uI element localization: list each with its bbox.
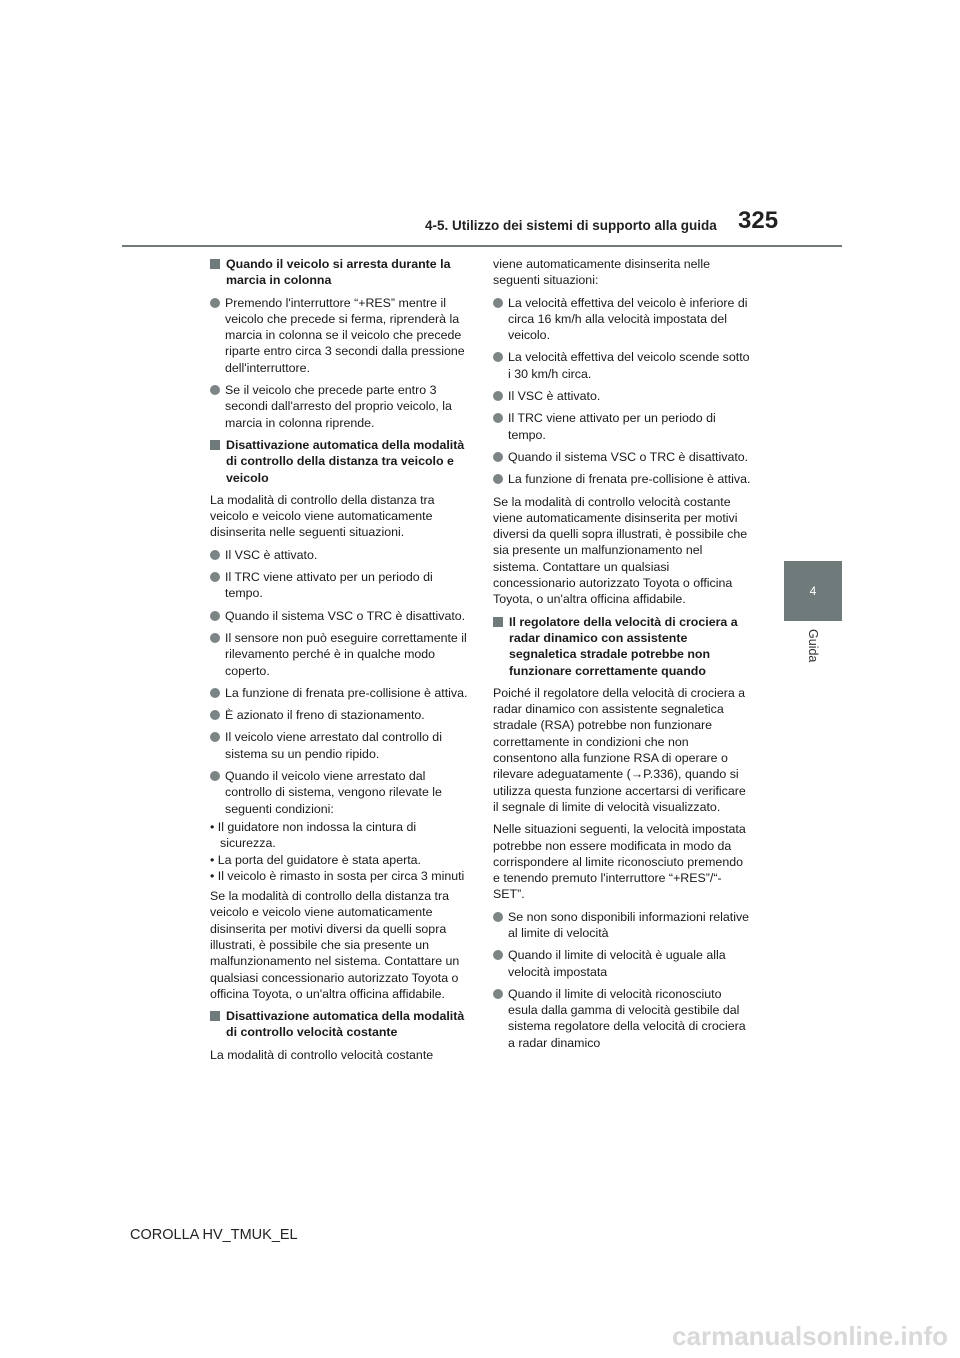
circle-bullet-icon — [210, 771, 220, 781]
list-item: È azionato il freno di stazionamento. — [210, 707, 468, 723]
circle-bullet-icon — [210, 611, 220, 621]
sub-list-item: • La porta del guidatore è stata aperta. — [210, 852, 421, 867]
chapter-number: 4 — [809, 584, 817, 598]
circle-bullet-icon — [493, 950, 503, 960]
paragraph: Nelle situazioni seguenti, la velocità impostata potrebbe non essere modificata in modo da corrispondere al limite riconosciuto premendo e tenendo premuto l'interruttore “+RES”/“-SET”. — [493, 822, 746, 902]
list-item: Se il veicolo che precede parte entro 3 secondi dall'arresto del proprio veicolo, la marcia in colonna riprende. — [210, 382, 468, 431]
list-item: Il VSC è attivato. — [493, 388, 751, 404]
square-bullet-icon — [493, 617, 503, 627]
paragraph: Poiché il regolatore della velocità di crociera a radar dinamico con assistente segnaletica stradale (RSA) potrebbe non funzionare correttamente in condizioni che non consentono alla funzione RSA di operare o rilevare adeguatamente (→P.336), quando si utilizza questa funzione accertarsi di verificare il segnale di limite di velocità visualizzato. — [493, 685, 746, 814]
circle-bullet-icon — [210, 572, 220, 582]
list-item: Quando il sistema VSC o TRC è disattivato. — [210, 608, 468, 624]
section-title: 4-5. Utilizzo dei sistemi di supporto alla guida — [425, 218, 717, 233]
paragraph: viene automaticamente disinserita nelle seguenti situazioni: — [493, 257, 710, 288]
list-item: Quando il sistema VSC o TRC è disattivato. — [493, 449, 751, 465]
left-column — [210, 256, 468, 1069]
circle-bullet-icon — [493, 989, 503, 999]
circle-bullet-icon — [210, 633, 220, 643]
circle-bullet-icon — [493, 391, 503, 401]
list-item: La funzione di frenata pre-collisione è attiva. — [210, 685, 468, 701]
circle-bullet-icon — [210, 732, 220, 742]
circle-bullet-icon — [210, 688, 220, 698]
page-number: 325 — [738, 207, 779, 234]
list-item: Il sensore non può eseguire correttamente il rilevamento perché è in qualche modo coperto. — [210, 630, 468, 679]
circle-bullet-icon — [493, 452, 503, 462]
square-bullet-icon — [210, 440, 220, 450]
list-item: Il veicolo viene arrestato dal controllo di sistema su un pendio ripido. — [210, 729, 468, 762]
list-item: Premendo l'interruttore “+RES” mentre il veicolo che precede si ferma, riprenderà la marcia in colonna se il veicolo che precede riparte entro circa 3 secondi dalla pressione dell'interruttore. — [210, 295, 468, 376]
section-heading: Disattivazione automatica della modalità di controllo velocità costante — [210, 1008, 468, 1041]
square-bullet-icon — [210, 1011, 220, 1021]
paragraph: La modalità di controllo della distanza tra veicolo e veicolo viene automaticamente disinserita nelle seguenti situazioni. — [210, 492, 435, 540]
circle-bullet-icon — [210, 710, 220, 720]
chapter-label: Guida — [806, 629, 820, 663]
section-heading: Il regolatore della velocità di crociera a radar dinamico con assistente segnaletica stradale potrebbe non funzionare correttamente quando — [493, 614, 751, 679]
list-item: La velocità effettiva del veicolo è inferiore di circa 16 km/h alla velocità impostata del veicolo. — [493, 295, 751, 344]
circle-bullet-icon — [493, 352, 503, 362]
paragraph: Se la modalità di controllo velocità costante viene automaticamente disinserita per motivi diversi da quelli sopra illustrati, è possibile che sia presente un malfunzionamento nel sistema. Contattare un qualsiasi concessionario autorizzato Toyota o officina Toyota, o un'altra officina affidabile. — [493, 494, 748, 607]
circle-bullet-icon — [210, 550, 220, 560]
list-item: La velocità effettiva del veicolo scende sotto i 30 km/h circa. — [493, 349, 751, 382]
list-item: Quando il limite di velocità è uguale alla velocità impostata — [493, 947, 751, 980]
circle-bullet-icon — [210, 385, 220, 395]
section-heading: Disattivazione automatica della modalità di controllo della distanza tra veicolo e veicolo — [210, 437, 468, 486]
circle-bullet-icon — [210, 298, 220, 308]
list-item: Se non sono disponibili informazioni relative al limite di velocità — [493, 909, 751, 942]
list-item: Il TRC viene attivato per un periodo di tempo. — [493, 410, 751, 443]
chapter-tab[interactable] — [784, 561, 842, 621]
circle-bullet-icon — [493, 912, 503, 922]
header-divider — [122, 245, 842, 247]
sub-list-item: • Il veicolo è rimasto in sosta per circa 3 minuti — [210, 868, 465, 883]
paragraph: La modalità di controllo velocità costante — [210, 1047, 434, 1062]
sub-list-item: • Il guidatore non indossa la cintura di sicurezza. — [210, 819, 417, 851]
list-item: Quando il limite di velocità riconosciuto esula dalla gamma di velocità gestibile dal sistema regolatore della velocità di crociera a radar dinamico — [493, 986, 751, 1051]
circle-bullet-icon — [493, 474, 503, 484]
right-column — [493, 256, 751, 1057]
section-heading: Quando il veicolo si arresta durante la marcia in colonna — [210, 256, 468, 289]
list-item: La funzione di frenata pre-collisione è attiva. — [493, 471, 751, 487]
list-item: Il TRC viene attivato per un periodo di tempo. — [210, 569, 468, 602]
paragraph: Se la modalità di controllo della distanza tra veicolo e veicolo viene automaticamente disinserita per motivi diversi da quelli sopra illustrati, è possibile che sia presente un malfunzionamento nel sistema. Contattare un qualsiasi concessionario autorizzato Toyota o officina Toyota, o un'altra officina affidabile. — [210, 889, 460, 1001]
list-item: Il VSC è attivato. — [210, 547, 468, 563]
square-bullet-icon — [210, 259, 220, 269]
watermark: carmanualsonline.info — [672, 1321, 948, 1351]
list-item: Quando il veicolo viene arrestato dal controllo di sistema, vengono rilevate le seguenti condizioni: — [210, 768, 468, 817]
circle-bullet-icon — [493, 298, 503, 308]
circle-bullet-icon — [493, 413, 503, 423]
document-code: COROLLA HV_TMUK_EL — [130, 1227, 298, 1243]
